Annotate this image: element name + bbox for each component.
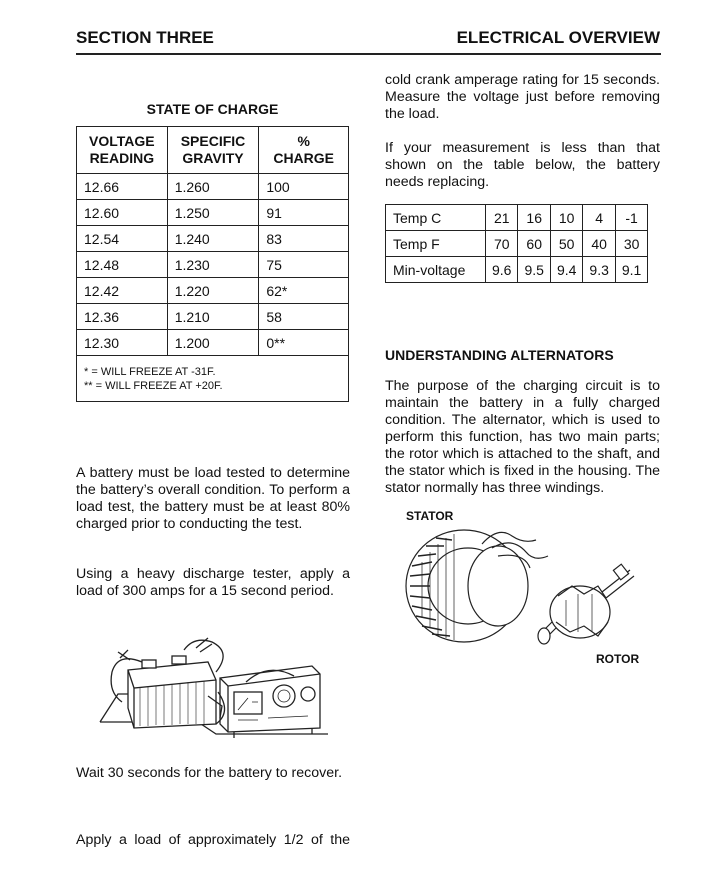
table-cell: 1.240	[167, 226, 259, 252]
table-row-label: Min-voltage	[386, 257, 486, 283]
table-cell: 83	[259, 226, 349, 252]
table-cell: 4	[583, 205, 615, 231]
table-row	[77, 304, 349, 330]
table-cell: 9.6	[486, 257, 518, 283]
table-cell: 9.1	[615, 257, 647, 283]
table-cell: -1	[615, 205, 647, 231]
table-row	[386, 257, 648, 283]
state-of-charge-table	[76, 126, 349, 402]
table-cell: 1.260	[167, 174, 259, 200]
page-title: ELECTRICAL OVERVIEW	[456, 28, 660, 47]
table-cell: 50	[550, 231, 582, 257]
column-header-voltage: VOLTAGE READING	[77, 127, 168, 174]
cold-crank-paragraph: cold crank amperage rating for 15 seconds. Measure the voltage just before removing the load.	[385, 72, 660, 122]
table-cell: 100	[259, 174, 349, 200]
table-cell: 12.54	[77, 226, 168, 252]
discharge-paragraph: Using a heavy discharge tester, apply a load of 300 amps for a 15 second period.	[76, 566, 350, 599]
table-cell: 10	[550, 205, 582, 231]
table-cell: 62*	[259, 278, 349, 304]
table-row	[77, 174, 349, 200]
table-cell: 21	[486, 205, 518, 231]
battery-tester-illustration	[98, 632, 330, 738]
table-notes-row	[77, 356, 349, 402]
table-cell: 1.220	[167, 278, 259, 304]
apply-load-paragraph: Apply a load of approximately 1/2 of the	[76, 832, 350, 848]
table-cell: 16	[518, 205, 550, 231]
table-cell: 70	[486, 231, 518, 257]
table-cell: 40	[583, 231, 615, 257]
header-rule	[76, 53, 661, 55]
rotor-label: ROTOR	[596, 652, 640, 666]
table-cell: 9.5	[518, 257, 550, 283]
table-cell: 0**	[259, 330, 349, 356]
table-row	[77, 278, 349, 304]
state-of-charge-title: STATE OF CHARGE	[146, 101, 279, 117]
table-cell: 12.48	[77, 252, 168, 278]
table-row	[77, 330, 349, 356]
table-cell: 12.30	[77, 330, 168, 356]
table-row	[386, 231, 648, 257]
freeze-note: ** = WILL FREEZE AT +20F.	[84, 379, 223, 392]
table-row	[77, 226, 349, 252]
freeze-note: * = WILL FREEZE AT -31F.	[84, 365, 216, 378]
table-header-row	[77, 127, 349, 174]
table-cell: 1.230	[167, 252, 259, 278]
wait-paragraph: Wait 30 seconds for the battery to recover.	[76, 765, 343, 781]
section-label: SECTION THREE	[76, 28, 214, 47]
alternators-heading: UNDERSTANDING ALTERNATORS	[385, 347, 614, 363]
table-cell: 12.42	[77, 278, 168, 304]
table-cell: 60	[518, 231, 550, 257]
table-cell: 1.250	[167, 200, 259, 226]
table-row-label: Temp C	[386, 205, 486, 231]
replace-battery-paragraph: If your measurement is less than that shown on the table below, the battery needs replacing.	[385, 140, 660, 190]
table-row	[386, 205, 648, 231]
table-row-label: Temp F	[386, 231, 486, 257]
alternator-illustration	[402, 522, 638, 652]
table-cell: 12.66	[77, 174, 168, 200]
table-cell: 1.210	[167, 304, 259, 330]
table-cell: 75	[259, 252, 349, 278]
freeze-notes	[77, 356, 349, 402]
table-cell: 91	[259, 200, 349, 226]
table-cell: 9.4	[550, 257, 582, 283]
alternators-paragraph: The purpose of the charging circuit is to maintain the battery in a fully charged condition. The alternator, which is used to perform this function, has two main parts; the rotor which is attached to the shaft, and the stator which is fixed in the housing. The stator normally has three windings.	[385, 378, 660, 496]
min-voltage-table	[385, 204, 648, 283]
table-cell: 30	[615, 231, 647, 257]
load-test-paragraph: A battery must be load tested to determine the battery’s overall condition. To perform a load test, the battery must be at least 80% charged prior to conducting the test.	[76, 465, 350, 532]
table-cell: 58	[259, 304, 349, 330]
table-row	[77, 200, 349, 226]
table-cell: 12.60	[77, 200, 168, 226]
stator-label: STATOR	[406, 509, 454, 523]
table-cell: 1.200	[167, 330, 259, 356]
table-cell: 9.3	[583, 257, 615, 283]
table-row	[77, 252, 349, 278]
column-header-gravity: SPECIFIC GRAVITY	[167, 127, 259, 174]
column-header-charge: % CHARGE	[259, 127, 349, 174]
table-cell: 12.36	[77, 304, 168, 330]
